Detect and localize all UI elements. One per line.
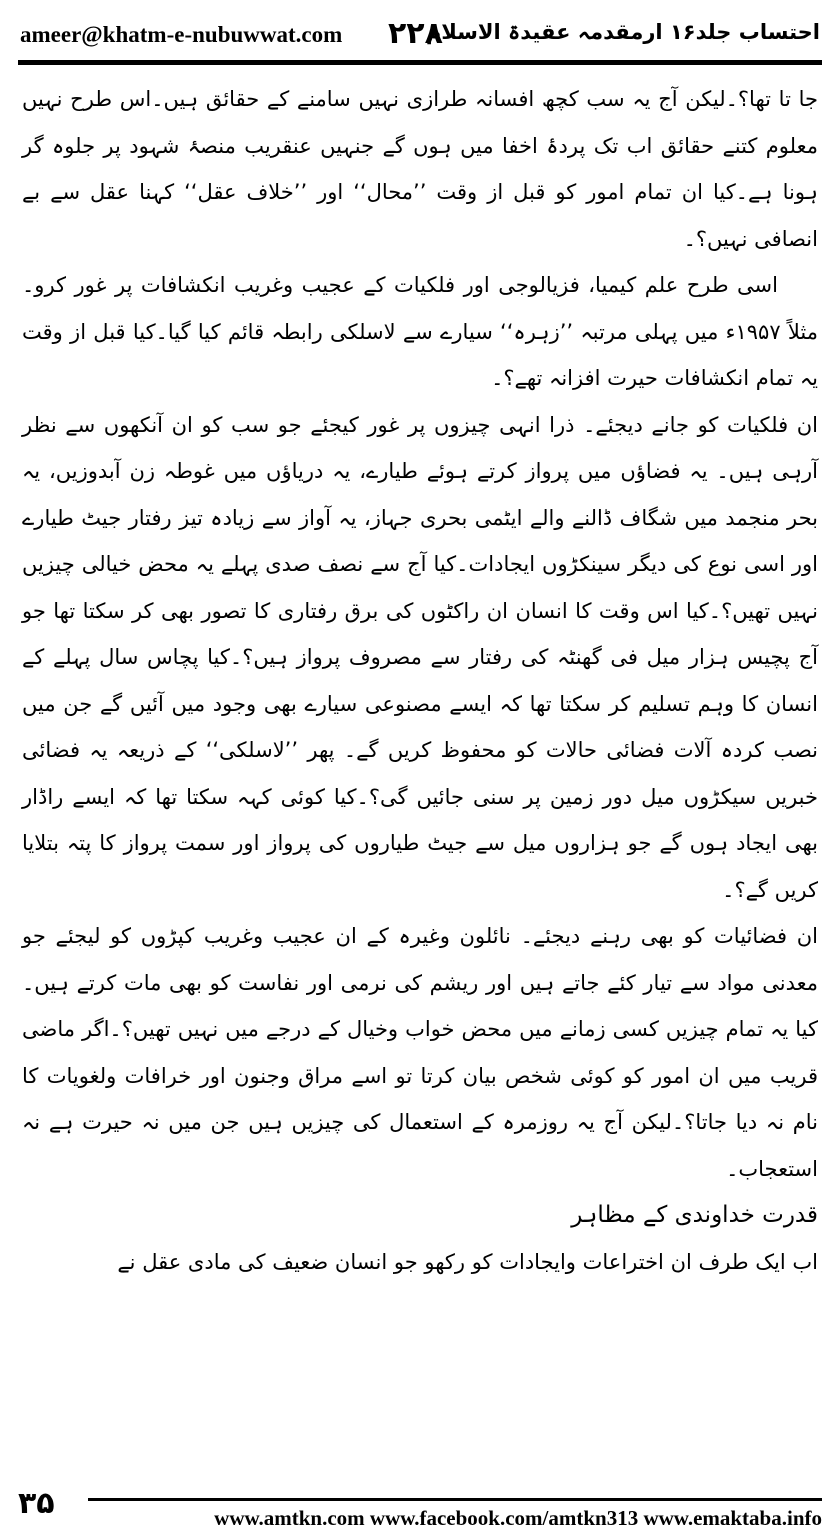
paragraph: جا تا تھا؟۔لیکن آج یہ سب کچھ افسانہ طرازی نہیں سامنے کے حقائق ہیں۔اس طرح نہیں معلوم کتنے حقائق اب تک پردۂ اخفا میں ہوں گے جنہیں عنقریب منصۂ شہود پر جلوہ گر ہونا ہے۔کیا ان تمام امور کو قبل از وقت ’’محال‘‘ اور ’’خلاف عقل‘‘ کہنا عقل سے بے انصافی نہیں؟۔ [22, 87, 818, 251]
page-footer [18, 1486, 822, 1530]
footer-divider [88, 1498, 822, 1501]
paragraph: ان فضائیات کو بھی رہنے دیجئے۔ نائلون وغیرہ کے ان عجیب وغریب کپڑوں کو لیجئے جو معدنی مواد سے تیار کئے جاتے ہیں اور ریشم کی نرمی اور نفاست کو بھی مات کرتے ہیں۔کیا یہ تمام چیزیں کسی زمانے میں محض خواب وخیال کے درجے میں نہیں تھیں؟۔اگر ماضی قریب میں ان امور کو کوئی شخص بیان کرتا تو اسے مراق وجنون اور خرافات ولغویات کا نام نہ دیا جاتا؟۔لیکن آج یہ روزمرہ کے استعمال کی چیزیں ہیں جن میں نہ حیرت ہے نہ استعجاب۔ [22, 924, 818, 1181]
paragraph: اسی طرح علم کیمیا، فزیالوجی اور فلکیات کے عجیب وغریب انکشافات پر غور کرو۔مثلاً ۱۹۵۷ء میں پہلی مرتبہ ’’زہرہ‘‘ سیارے سے لاسلکی رابطہ قائم کیا گیا۔کیا قبل از وقت یہ تمام انکشافات حیرت افزانہ تھے؟۔ [22, 273, 818, 390]
page-header [18, 18, 822, 52]
page-body [22, 76, 818, 1285]
header-book-title: احتساب جلد۱۶ ارمقدمہ عقیدۃ الاسلام [425, 20, 820, 44]
footer-urls: www.amtkn.com www.facebook.com/amtkn313 www.emaktaba.info [214, 1506, 822, 1530]
header-divider [18, 60, 822, 65]
section-heading: قدرت خداوندی کے مظاہر [571, 1202, 818, 1228]
paragraph: اب ایک طرف ان اختراعات وایجادات کو رکھو جو انسان ضعیف کی مادی عقل نے [117, 1249, 818, 1274]
header-page-number: ۲۲۸ [388, 16, 443, 51]
paragraph: ان فلکیات کو جانے دیجئے۔ ذرا انہی چیزوں پر غور کیجئے جو سب کو ان آنکھوں سے نظر آرہی ہیں۔ یہ فضاؤں میں پرواز کرتے ہوئے طیارے، یہ دریاؤں میں غوطہ زن آبدوزیں، یہ بحر منجمد میں شگاف ڈالنے والے ایٹمی بحری جہاز، یہ آواز سے زیادہ تیز رفتار جیٹ طیارے اور اسی نوع کی دیگر سینکڑوں ایجادات۔کیا آج سے نصف صدی پہلے یہ محض خیالی چیزیں نہیں تھیں؟۔کیا اس وقت کا انسان ان راکٹوں کی برق رفتاری کا تصور بھی کر سکتا تھا جو آج پچیس ہزار میل فی گھنٹہ کی رفتار سے مصروف پرواز ہیں؟۔کیا پچاس سال پہلے کے انسان کا وہم تسلیم کر سکتا تھا کہ ایسے مصنوعی سیارے بھی وجود میں آئیں گے جن میں نصب کردہ آلات فضائی حالات کو محفوظ کریں گے۔ پھر ’’لاسلکی‘‘ کے ذریعہ یہ فضائی خبریں سیکڑوں میل دور زمین پر سنی جائیں گی؟۔کیا کوئی کہہ سکتا تھا کہ ایسے راڈار بھی ایجاد ہوں گے جو ہزاروں میل سے جیٹ طیاروں کی پرواز اور سمت پرواز کا پتہ بتلایا کریں گے؟۔ [22, 412, 818, 902]
footer-folio-number: ۳۵ [18, 1486, 55, 1521]
header-email: ameer@khatm-e-nubuwwat.com [20, 22, 343, 47]
